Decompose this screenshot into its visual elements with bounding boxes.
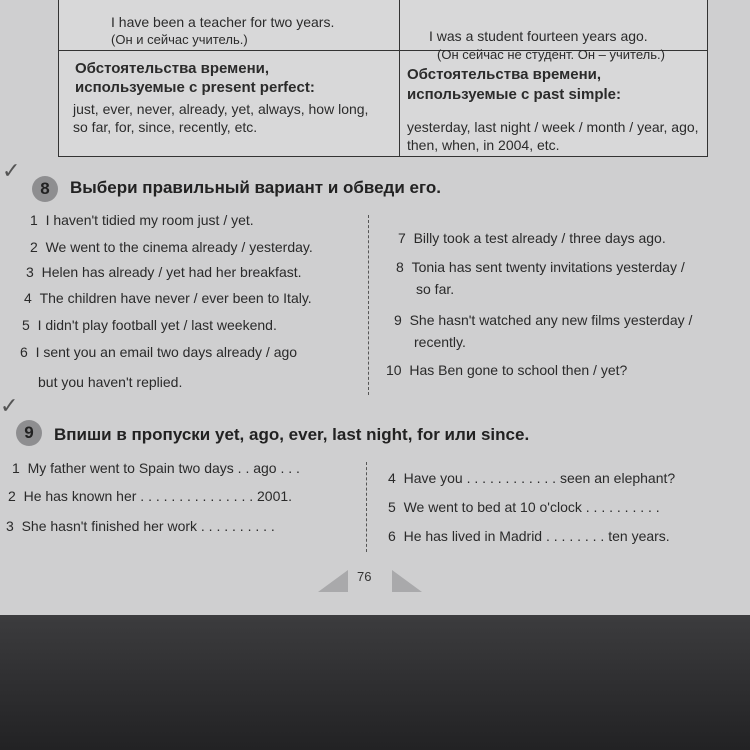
exercise-item: 4 Have you . . . . . . . . . . . . seen an elephant? — [388, 470, 676, 486]
exercise-item: 6 He has lived in Madrid . . . . . . . . ten years. — [388, 528, 670, 544]
exercise-item: 4 The children have never / ever been to Italy. — [24, 290, 312, 306]
table-example-present-perfect: I have been a teacher for two years. — [111, 14, 335, 30]
exercise-title: Впиши в пропуски yet, ago, ever, last night, for или since. — [54, 425, 530, 444]
check-mark-icon: ✓ — [2, 158, 21, 183]
exercise-number-badge: 8 — [32, 176, 58, 202]
exercise-item: 10 Has Ben gone to school then / yet? — [386, 362, 628, 378]
table-word-list: just, ever, never, already, yet, always, how long, — [73, 101, 369, 117]
exercise-item: 8 Tonia has sent twenty invitations yesterday / — [396, 259, 685, 275]
exercise-item: 3 Helen has already / yet had her breakfast. — [26, 264, 302, 280]
exercise-item: 1 My father went to Spain two days . . ago . . . — [12, 460, 300, 476]
exercise-item: 5 I didn't play football yet / last weekend. — [22, 317, 277, 333]
exercise-item: 1 I haven't tidied my room just / yet. — [30, 212, 254, 228]
table-divider — [399, 0, 400, 156]
exercise-item: 9 She hasn't watched any new films yesterday / — [394, 312, 693, 328]
table-example-past-simple: I was a student fourteen years ago. — [429, 28, 648, 44]
exercise-item: 2 We went to the cinema already / yesterday. — [30, 239, 313, 255]
table-heading: Обстоятельства времени, — [407, 66, 602, 83]
exercise-item: 6 I sent you an email two days already / ago — [20, 344, 298, 360]
exercise-number-badge: 9 — [16, 420, 42, 446]
background-shadow — [0, 615, 750, 750]
page-number: 76 — [357, 569, 372, 584]
exercise-title: Выбери правильный вариант и обведи его. — [70, 178, 441, 197]
table-word-list: so far, for, since, recently, etc. — [73, 119, 258, 135]
exercise-item: 3 She hasn't finished her work . . . . . . . . . . — [6, 518, 275, 534]
table-example-translation: (Он и сейчас учитель.) — [111, 32, 248, 47]
column-divider — [366, 462, 368, 552]
table-word-list: yesterday, last night / week / month / year, ago, — [407, 119, 699, 135]
page-corner-decoration — [392, 570, 422, 592]
grammar-table — [58, 0, 708, 157]
exercise-item-continuation: so far. — [416, 281, 455, 297]
table-word-list: then, when, in 2004, etc. — [407, 137, 560, 153]
table-heading: используемые с past simple: — [407, 86, 621, 103]
table-heading: Обстоятельства времени, — [75, 60, 270, 77]
exercise-item-continuation: but you haven't replied. — [38, 374, 183, 390]
exercise-item: 5 We went to bed at 10 o'clock . . . . . . . . . . — [388, 499, 660, 515]
table-example-translation: (Он сейчас не студент. Он – учитель.) — [437, 47, 665, 62]
exercise-item-continuation: recently. — [414, 334, 466, 350]
table-heading: используемые с present perfect: — [75, 79, 315, 96]
column-divider — [368, 215, 370, 395]
check-mark-icon: ✓ — [0, 393, 19, 418]
page-corner-decoration — [318, 570, 348, 592]
exercise-item: 2 He has known her . . . . . . . . . . . . . . . 2001. — [8, 488, 293, 504]
exercise-item: 7 Billy took a test already / three days ago. — [398, 230, 666, 246]
